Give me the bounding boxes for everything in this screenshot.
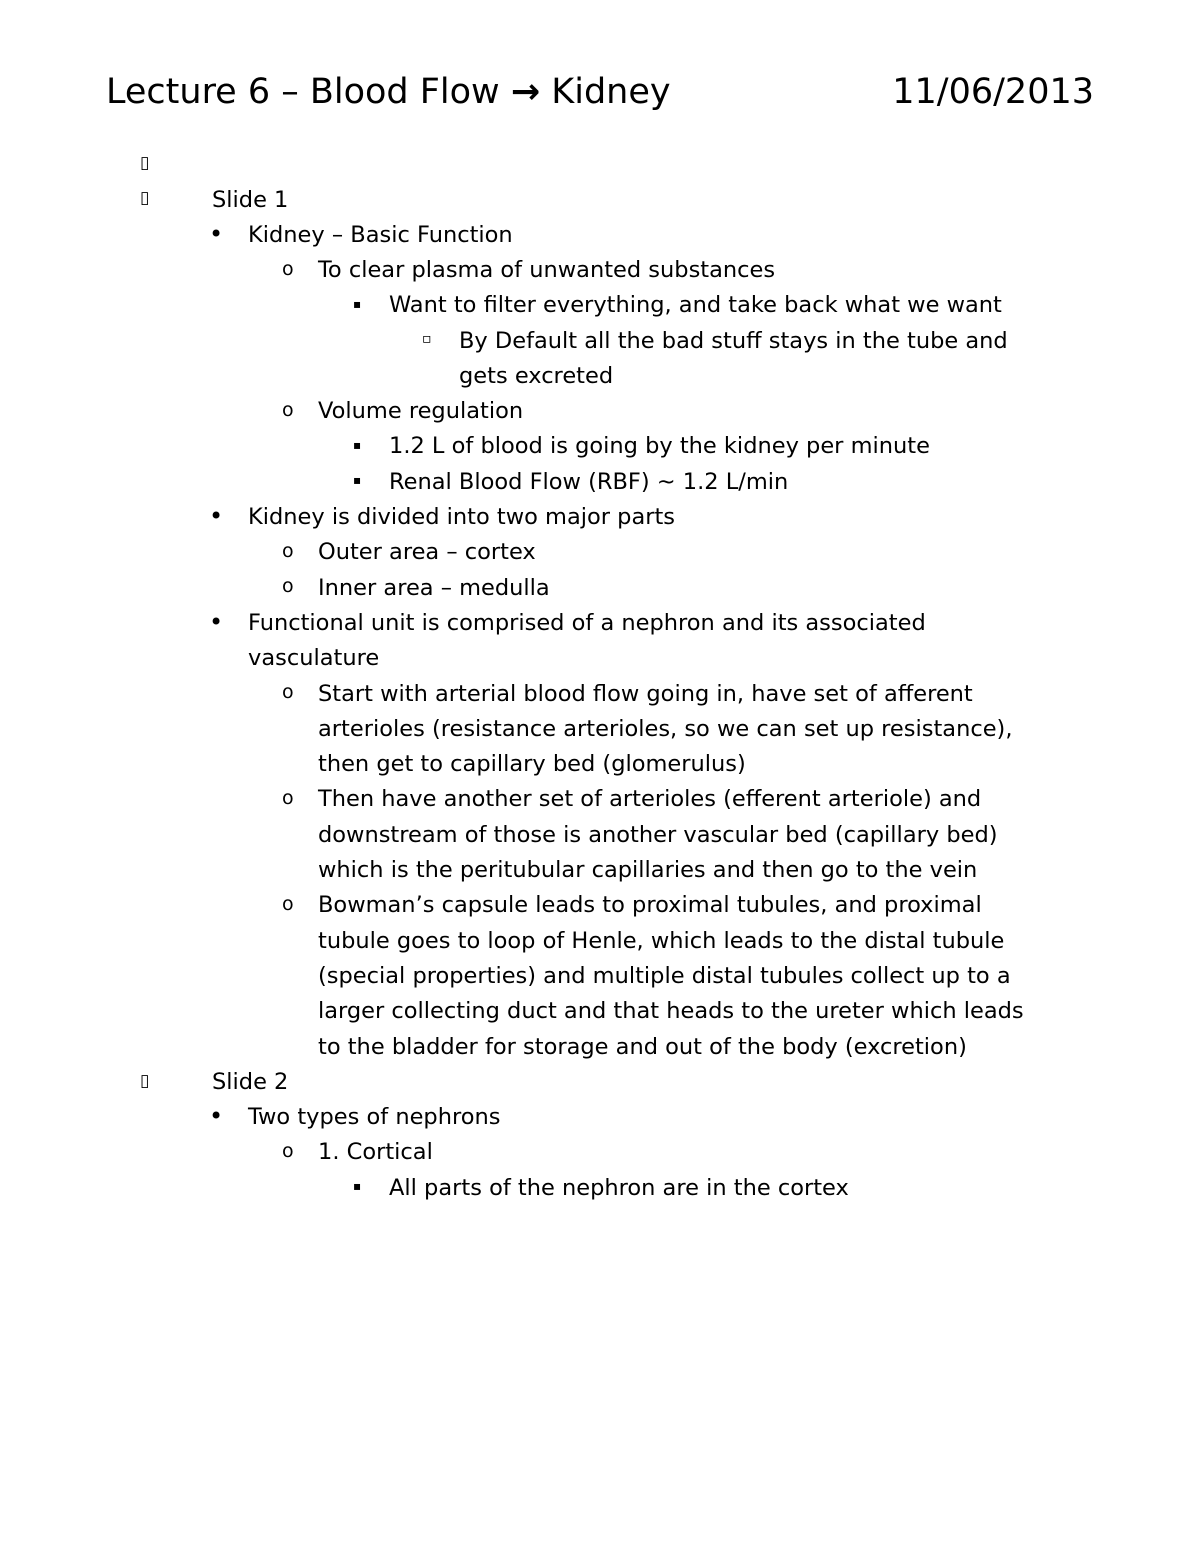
outline-line: Functional unit is comprised of a nephron and its associated — [248, 610, 926, 636]
outline-line: which is the peritubular capillaries and then go to the vein — [318, 857, 978, 883]
circle-bullet-icon: o — [282, 893, 294, 915]
outline-line: downstream of those is another vascular bed (capillary bed) — [318, 822, 998, 848]
outline-line: larger collecting duct and that heads to the ureter which leads — [318, 998, 1024, 1024]
circle-bullet-icon: o — [282, 540, 294, 562]
bullet-icon: • — [209, 1102, 224, 1130]
outline-line: gets excreted — [459, 363, 614, 389]
circle-bullet-icon: o — [282, 258, 294, 280]
outline-line: Start with arterial blood flow going in, have set of afferent — [318, 681, 973, 707]
bullet-icon: • — [209, 608, 224, 636]
bullet-icon: • — [209, 502, 224, 530]
bullet-icon: • — [209, 220, 224, 248]
outline-line: Outer area – cortex — [318, 539, 536, 565]
lecture-date: 11/06/2013 — [892, 72, 1094, 112]
outline-line: Bowman’s capsule leads to proximal tubules, and proximal — [318, 892, 982, 918]
outline-line: 1. Cortical — [318, 1139, 433, 1165]
outline-line: Renal Blood Flow (RBF) ~ 1.2 L/min — [389, 469, 789, 495]
circle-bullet-icon: o — [282, 399, 294, 421]
square-bullet-icon: ▪ — [353, 297, 362, 311]
outline-line: To clear plasma of unwanted substances — [318, 257, 776, 283]
box-bullet-icon: ▯ — [140, 188, 150, 208]
outline-line: Slide 1 — [212, 187, 289, 213]
square-bullet-icon: ▪ — [353, 473, 362, 487]
page-title — [106, 70, 671, 114]
outline-line: Slide 2 — [212, 1069, 289, 1095]
circle-bullet-icon: o — [282, 681, 294, 703]
outline-line: to the bladder for storage and out of the body (excretion) — [318, 1034, 967, 1060]
outline-line: (special properties) and multiple distal tubules collect up to a — [318, 963, 1011, 989]
outline-line: All parts of the nephron are in the cortex — [389, 1175, 849, 1201]
square-bullet-icon: ▪ — [353, 1179, 362, 1193]
outline-line: Inner area – medulla — [318, 575, 550, 601]
outline-line: Then have another set of arterioles (efferent arteriole) and — [318, 786, 982, 812]
circle-bullet-icon: o — [282, 575, 294, 597]
empty-box-bullet-icon: ▯ — [140, 153, 150, 173]
arrow-right-icon: → — [510, 72, 541, 112]
outline-line: Two types of nephrons — [248, 1104, 501, 1130]
outline-line: Volume regulation — [318, 398, 524, 424]
outline-line: Want to filter everything, and take back what we want — [389, 292, 1002, 318]
outline-line: 1.2 L of blood is going by the kidney per minute — [389, 433, 930, 459]
square-outline-bullet-icon: ▫ — [422, 331, 432, 347]
outline-line: By Default all the bad stuff stays in the tube and — [459, 328, 1008, 354]
outline-line: vasculature — [248, 645, 380, 671]
circle-bullet-icon: o — [282, 787, 294, 809]
square-bullet-icon: ▪ — [353, 438, 362, 452]
outline-line: Kidney is divided into two major parts — [248, 504, 676, 530]
outline-line: tubule goes to loop of Henle, which leads to the distal tubule — [318, 928, 1005, 954]
outline-line: Kidney – Basic Function — [248, 222, 513, 248]
circle-bullet-icon: o — [282, 1140, 294, 1162]
box-bullet-icon: ▯ — [140, 1071, 150, 1091]
outline-line: arterioles (resistance arterioles, so we can set up resistance), — [318, 716, 1013, 742]
title-text-part2: Kidney — [551, 72, 671, 112]
title-text-part1: Lecture 6 – Blood Flow — [106, 72, 500, 112]
outline-line: then get to capillary bed (glomerulus) — [318, 751, 746, 777]
